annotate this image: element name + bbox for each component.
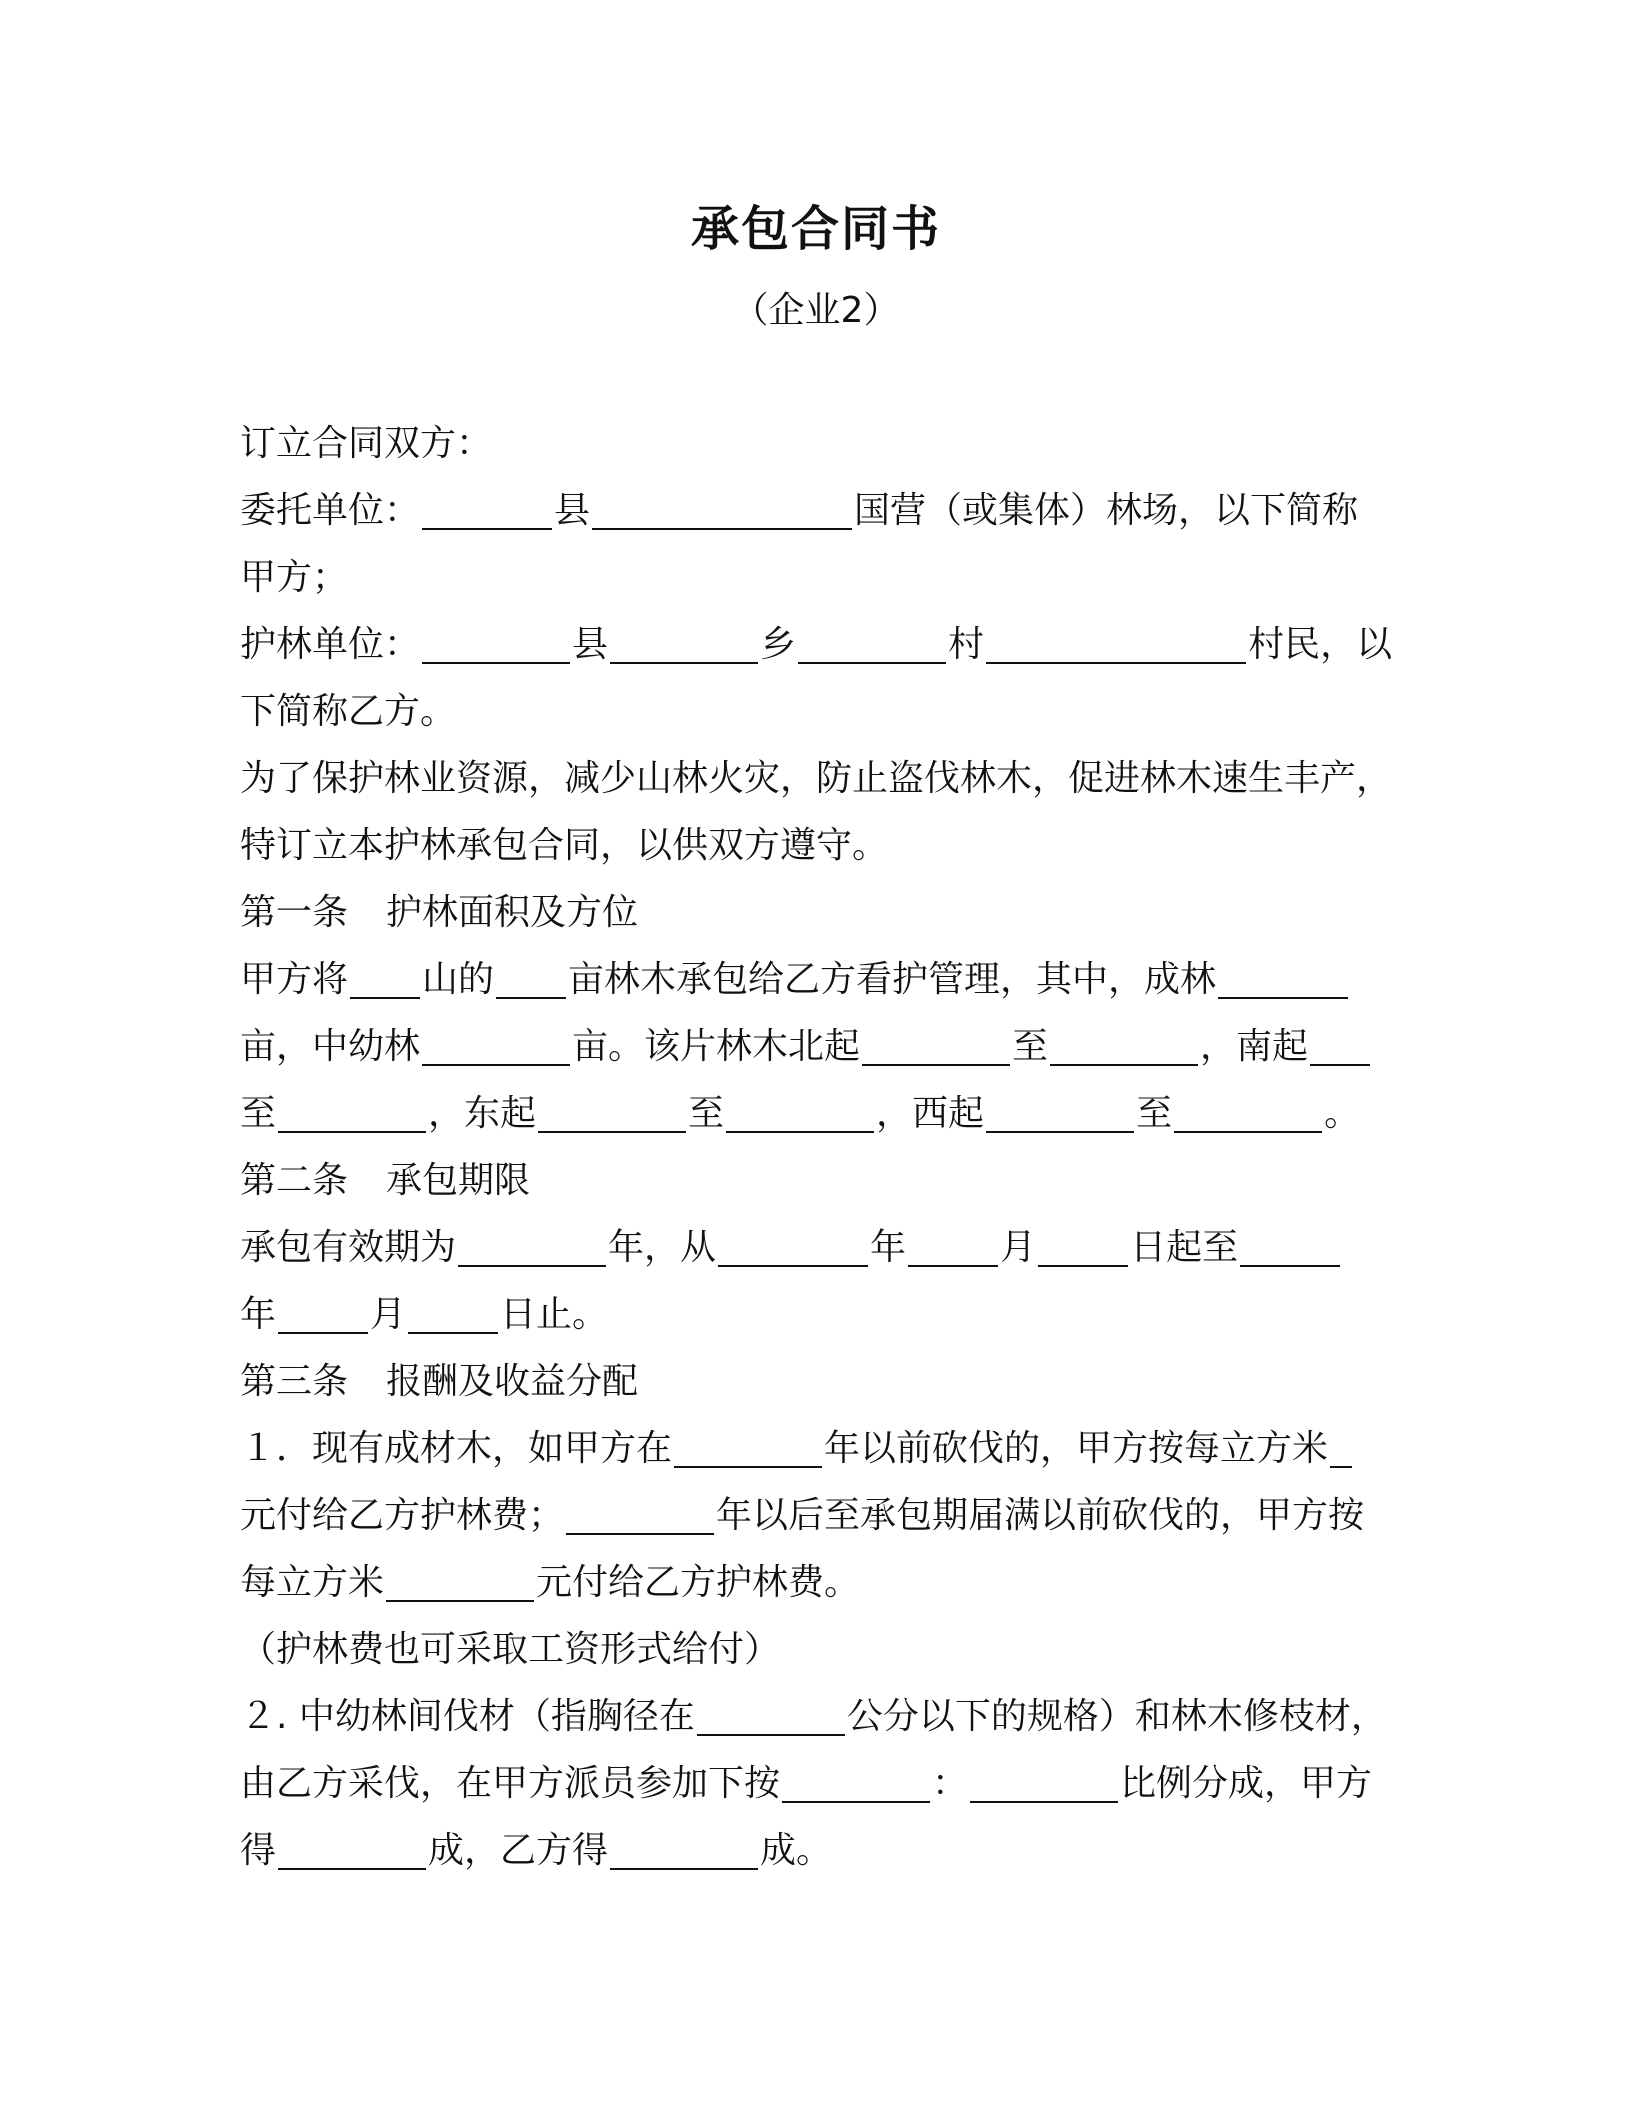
east-to-blank[interactable]: [726, 1091, 874, 1133]
mature-forest-blank[interactable]: [1218, 957, 1348, 999]
purpose-line-2: 特订立本护林承包合同，以供双方遵守。: [240, 825, 889, 866]
party-b-county-blank[interactable]: [422, 622, 570, 664]
end-month-blank[interactable]: [278, 1292, 368, 1334]
end-day-blank[interactable]: [408, 1292, 498, 1334]
article-3-note: （护林费也可采取工资形式给付）: [240, 1629, 781, 1670]
article-1-line-2: 亩，中幼林 亩。该片林木北起 至 ，南起: [240, 1013, 1390, 1080]
article-3-line-1: １．现有成材木，如甲方在 年以前砍伐的，甲方按每立方米: [240, 1415, 1390, 1482]
document-title: 承包合同书: [690, 201, 941, 257]
article-2-line-1: 承包有效期为 年，从 年 月 日起至: [240, 1214, 1390, 1281]
ratio-b-blank[interactable]: [970, 1761, 1118, 1803]
purpose-line-1: 为了保护林业资源，减少山林火灾，防止盗伐林木，促进林木速生丰产，: [240, 758, 1393, 799]
article-2-heading: 第二条 承包期限: [240, 1160, 531, 1201]
cutoff-year-blank[interactable]: [674, 1426, 822, 1468]
article-1-heading: 第一条 护林面积及方位: [240, 892, 639, 933]
mountain-blank[interactable]: [350, 957, 420, 999]
start-month-blank[interactable]: [908, 1225, 998, 1267]
article-3-line-5: 由乙方采伐，在甲方派员参加下按 ： 比例分成，甲方: [240, 1763, 1373, 1804]
after-year-blank[interactable]: [566, 1493, 714, 1535]
article-3-line-2: 元付给乙方护林费； 年以后至承包期届满以前砍伐的，甲方按: [240, 1495, 1365, 1536]
west-to-blank[interactable]: [1174, 1091, 1322, 1133]
party-a-county-blank[interactable]: [422, 488, 552, 530]
south-to-blank[interactable]: [278, 1091, 426, 1133]
party-a-alias: 甲方；: [240, 557, 349, 598]
ratio-a-blank[interactable]: [782, 1761, 930, 1803]
west-from-blank[interactable]: [986, 1091, 1134, 1133]
young-forest-blank[interactable]: [422, 1024, 570, 1066]
acres-blank[interactable]: [496, 957, 566, 999]
article-3-line-4: ２. 中幼林间伐材（指胸径在 公分以下的规格）和林木修枝材，: [240, 1696, 1387, 1737]
fee-per-m3-blank-2[interactable]: [386, 1560, 534, 1602]
start-day-blank[interactable]: [1038, 1225, 1128, 1267]
party-b-alias: 下简称乙方。: [240, 691, 457, 732]
party-a-share-blank[interactable]: [278, 1828, 426, 1870]
parties-heading: 订立合同双方：: [240, 423, 493, 464]
party-b-village-blank[interactable]: [798, 622, 946, 664]
article-1-line-1: 甲方将 山的 亩林木承包给乙方看护管理，其中，成林: [240, 946, 1390, 1013]
article-3-line-3: 每立方米 元付给乙方护林费。: [240, 1562, 861, 1603]
north-to-blank[interactable]: [1050, 1024, 1198, 1066]
fee-per-m3-blank-1[interactable]: [1330, 1426, 1352, 1468]
east-from-blank[interactable]: [538, 1091, 686, 1133]
article-1-line-3: 至 ，东起 至 ，西起 至 。: [240, 1093, 1361, 1134]
document-subtitle: （企业2）: [732, 290, 900, 331]
party-a-line: 委托单位： 县 国营（或集体）林场，以下简称: [240, 490, 1359, 531]
diameter-blank[interactable]: [697, 1694, 845, 1736]
north-from-blank[interactable]: [862, 1024, 1010, 1066]
start-year-blank[interactable]: [718, 1225, 868, 1267]
contract-body: [240, 410, 1393, 1884]
party-b-township-blank[interactable]: [610, 622, 758, 664]
party-b-line: 护林单位： 县 乡 村 村民，以: [240, 624, 1393, 665]
party-b-villager-blank[interactable]: [986, 622, 1246, 664]
south-from-blank[interactable]: [1310, 1024, 1370, 1066]
article-2-line-2: 年 月 日止。: [240, 1294, 609, 1335]
end-year-blank[interactable]: [1240, 1225, 1340, 1267]
article-3-line-6: 得 成，乙方得 成。: [240, 1830, 833, 1871]
period-years-blank[interactable]: [458, 1225, 606, 1267]
article-3-heading: 第三条 报酬及收益分配: [240, 1361, 639, 1402]
party-b-share-blank[interactable]: [610, 1828, 758, 1870]
party-a-farm-blank[interactable]: [592, 488, 852, 530]
